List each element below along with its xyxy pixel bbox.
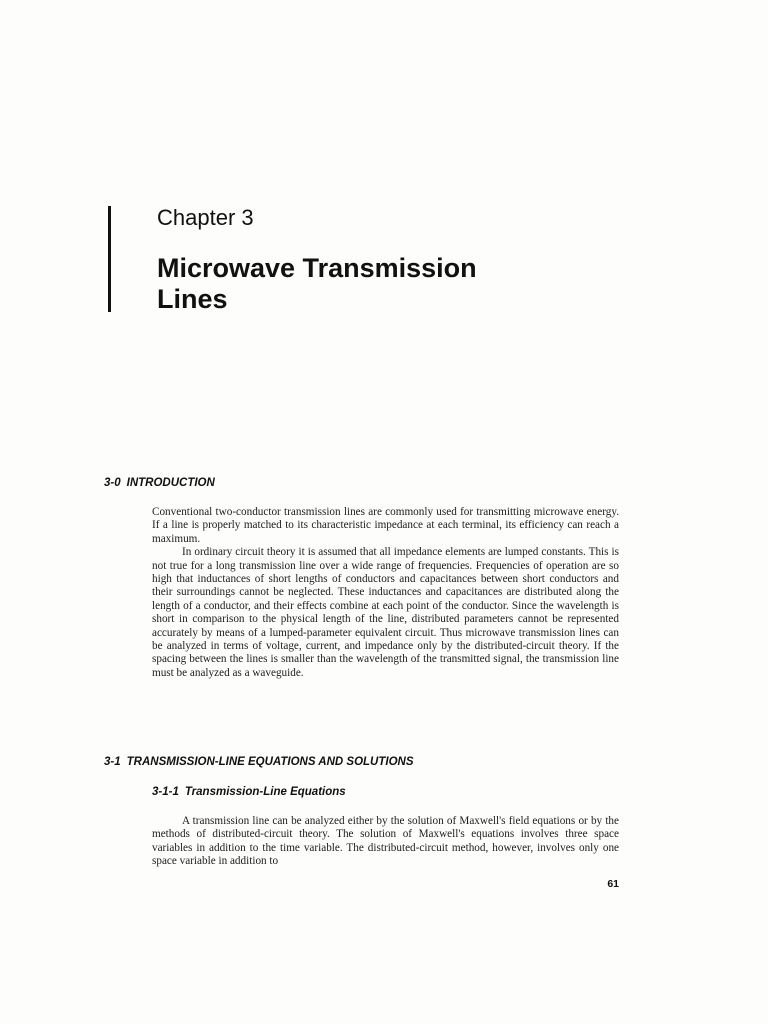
section-number: 3-0 — [104, 477, 121, 489]
section-title: TRANSMISSION-LINE EQUATIONS AND SOLUTIONS — [126, 756, 414, 768]
paragraph: Conventional two-conductor transmission lines are commonly used for transmitting microwave energy. If a line is properly matched to its characteristic impedance at each terminal, its efficiency can reach a maximum. — [152, 506, 619, 545]
paragraph: In ordinary circuit theory it is assumed that all impedance elements are lumped constants. This is not true for a long transmission line over a wide range of frequencies. Frequencies of operation are so high that inductances of short lengths of conductors and capacitances between short conductors and their surroundings cannot be neglected. These inductances and capacitances are distributed along the length of a conductor, and their effects combine at each point of the conductor. Since the wavelength is short in comparison to the physical length of the line, distributed parameters cannot be represented accurately by means of a lumped-parameter equivalent circuit. Thus microwave transmission lines can be analyzed in terms of voltage, current, and impedance only by the distributed-circuit theory. If the spacing between the lines is smaller than the wavelength of the transmitted signal, the transmission line must be analyzed as a waveguide. — [152, 546, 619, 679]
chapter-title-line-2: Lines — [157, 284, 228, 314]
paragraph: A transmission line can be analyzed either by the solution of Maxwell's field equations or by the methods of distributed-circuit theory. The solution of Maxwell's equations involves three space variables in addition to the time variable. The distributed-circuit method, however, involves only one space variable in addition to — [152, 815, 619, 868]
section-heading-transmission-line-equations — [104, 756, 414, 768]
section-heading-introduction — [104, 477, 215, 489]
subsection-heading — [152, 786, 346, 798]
chapter-title-line-1: Microwave Transmission — [157, 253, 477, 283]
subsection-body — [152, 815, 619, 869]
subsection-number: 3-1-1 — [152, 786, 179, 798]
chapter-title — [157, 253, 577, 315]
page-number: 61 — [607, 878, 619, 890]
chapter-label: Chapter 3 — [157, 205, 254, 230]
chapter-marker-bar — [108, 206, 111, 312]
section-title: INTRODUCTION — [126, 477, 215, 489]
introduction-body — [152, 506, 619, 680]
section-number: 3-1 — [104, 756, 121, 768]
subsection-title: Transmission-Line Equations — [184, 786, 346, 798]
